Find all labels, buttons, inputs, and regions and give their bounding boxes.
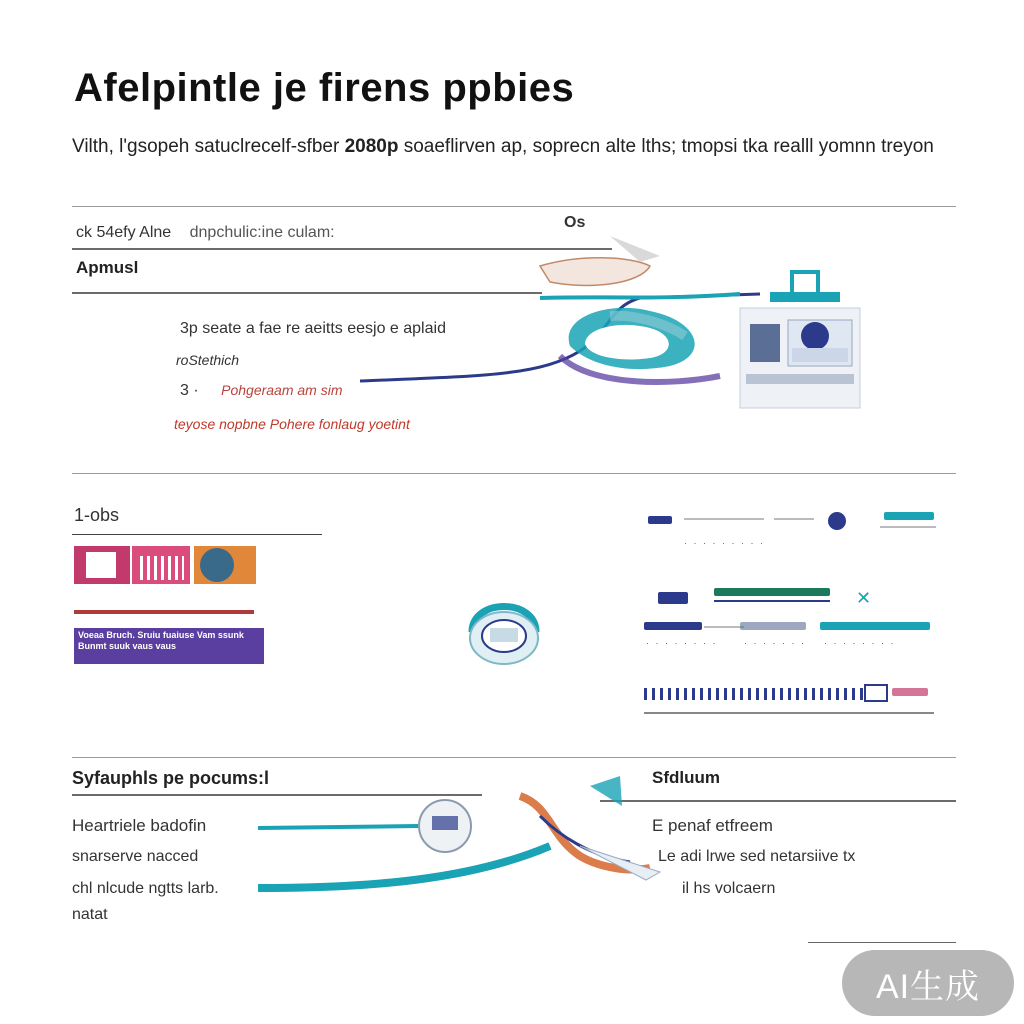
- dash-dot: [828, 512, 846, 530]
- dash-bar-1: [648, 516, 672, 524]
- section3-heading: Syfauphls pe pocums:l: [72, 768, 270, 788]
- section1-tag: [76, 224, 335, 242]
- dash-dots-3: · · · · · · ·: [744, 638, 806, 648]
- dashboard-mock: [644, 508, 944, 718]
- section1-heading: Apmusl: [76, 258, 139, 277]
- section3-left4: natat: [72, 906, 108, 923]
- dash-chip: [864, 684, 888, 702]
- color-block-circle: [200, 548, 234, 582]
- dash-dots-1: · · · · · · · · ·: [684, 538, 765, 548]
- section3-right1: E penaf etfreem: [652, 816, 773, 835]
- dash-tick-4: [714, 600, 830, 602]
- dash-bar-8: [892, 688, 928, 696]
- section1-line1: 3p seate a fae re aeitts eesjo e aplaid: [180, 320, 446, 337]
- section2-purple-card: Voeaa Bruch. Sruiu fuaiuse Vam ssunk Bunmt suuk vaus vaus: [74, 628, 264, 664]
- page-title: Afelpintle je firens ppbies: [74, 66, 575, 110]
- section1-line3: [180, 382, 343, 400]
- ai-generated-badge: AI生成: [842, 950, 1014, 1016]
- section2-red-line: [74, 610, 254, 614]
- section1-line3-num: 3 ·: [180, 382, 199, 399]
- dash-tick-1: [684, 518, 764, 520]
- section1-tag-a: ck 54efy Alne: [76, 224, 172, 241]
- section1-tag-right: Os: [564, 214, 586, 231]
- dash-bar-2: [884, 512, 934, 520]
- headphones-icon: [462, 584, 546, 674]
- section2-label-rule: [72, 534, 322, 535]
- divider-3: [72, 757, 956, 758]
- dash-bar-4: [714, 588, 830, 596]
- section3-right3: il hs volcaern: [682, 880, 776, 897]
- section1-line3-text: Pohgeraam am sim: [221, 382, 343, 398]
- color-block-stripes: [140, 556, 184, 580]
- dash-tick-3: [880, 526, 936, 528]
- dash-tick-5: [704, 626, 744, 628]
- footer-rule: [808, 942, 956, 943]
- section3-heading-right: Sfdluum: [652, 768, 720, 787]
- dash-baseline: [644, 712, 934, 714]
- divider-2: [72, 473, 956, 474]
- color-block-window: [86, 552, 116, 578]
- section1-line4: teyose nopbne Pohere fonlaug yoetint: [174, 416, 410, 432]
- section1-illustration: [340, 236, 880, 416]
- subtitle-part-a: Vilth, l'gsopeh satuclrecelf-sfber: [72, 136, 345, 157]
- dash-dots-2: · · · · · · · ·: [646, 638, 718, 648]
- dash-bar-6: [740, 622, 806, 630]
- dash-bar-3: [658, 592, 688, 604]
- dash-striped-bar: [644, 688, 864, 700]
- section1-tag-b: dnpchulic:ine culam:: [189, 224, 335, 241]
- dash-dots-4: · · · · · · · ·: [824, 638, 896, 648]
- divider-1: [72, 206, 956, 207]
- section3-left2: snarserve nacced: [72, 848, 199, 865]
- section2-label: 1-obs: [74, 505, 120, 525]
- section3-right2: Le adi lrwe sed netarsiive tx: [658, 848, 856, 865]
- subtitle-bold: 2080p: [344, 136, 399, 157]
- dash-tick-2: [774, 518, 814, 520]
- section1-line2: roStethich: [176, 352, 240, 368]
- section3-left3: chl nlcude ngtts larb.: [72, 880, 219, 897]
- close-icon: ✕: [856, 588, 872, 608]
- page-subtitle: [72, 134, 962, 160]
- section3-left1: Heartriele badofin: [72, 816, 207, 835]
- dash-bar-7: [820, 622, 930, 630]
- section3-illustration: [250, 776, 670, 906]
- dash-bar-5: [644, 622, 702, 630]
- subtitle-part-b: soaeflirven ap, soprecn alte lths; tmopsi tka realll yomnn treyon: [398, 136, 934, 157]
